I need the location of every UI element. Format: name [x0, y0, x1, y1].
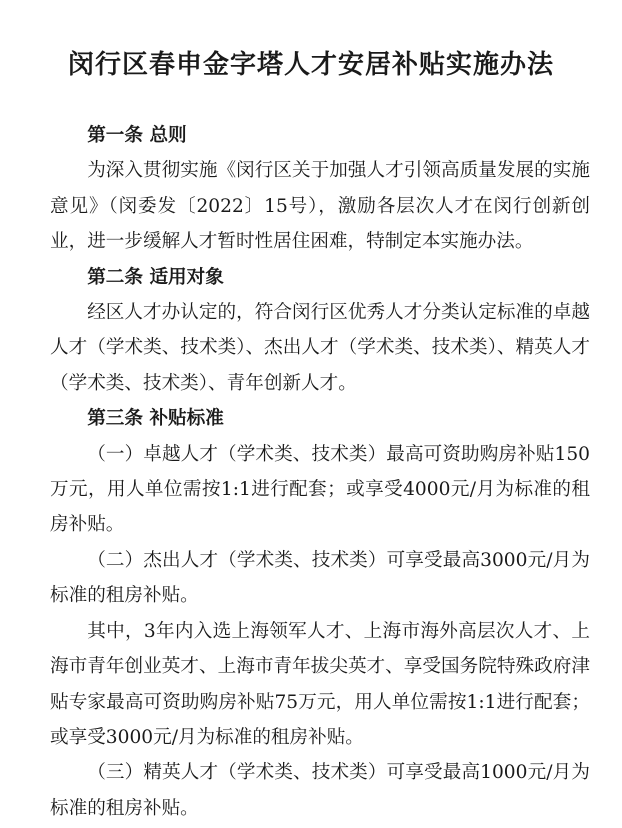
section-2-paragraph: 经区人才办认定的，符合闵行区优秀人才分类认定标准的卓越人才（学术类、技术类）、杰出人才（学术类、技术类）、精英人才（学术类、技术类）、青年创新人才。 — [50, 302, 590, 394]
document-body — [50, 118, 590, 826]
section-2-heading: 第二条 适用对象 — [87, 266, 224, 288]
section-1-paragraph: 为深入贯彻实施《闵行区关于加强人才引领高质量发展的实施意见》（闵委发〔2022〕15号），激励各层次人才在闵行创新创业，进一步缓解人才暂时性居住困难，特制定本实施办法。 — [50, 160, 590, 253]
section-3-paragraph-4: （三）精英人才（学术类、技术类）可享受最高1000元/月为标准的租房补贴。 — [50, 762, 590, 819]
section-3-paragraph-2: （二）杰出人才（学术类、技术类）可享受最高3000元/月为标准的租房补贴。 — [50, 549, 590, 607]
section-3-paragraph-3: 其中，3年内入选上海领军人才、上海市海外高层次人才、上海市青年创业英才、上海市青年拔尖英才、享受国务院特殊政府津贴专家最高可资助购房补贴75万元，用人单位需按1:1进行配套；或享受3000元/月为标准的租房补贴。 — [50, 620, 590, 748]
section-3-paragraph-1: （一）卓越人才（学术类、技术类）最高可资助购房补贴150万元，用人单位需按1:1进行配套；或享受4000元/月为标准的租房补贴。 — [50, 443, 590, 536]
document-title: 闵行区春申金字塔人才安居补贴实施办法 — [67, 50, 554, 80]
section-1-heading: 第一条 总则 — [87, 125, 187, 146]
section-3-heading: 第三条 补贴标准 — [87, 408, 224, 430]
